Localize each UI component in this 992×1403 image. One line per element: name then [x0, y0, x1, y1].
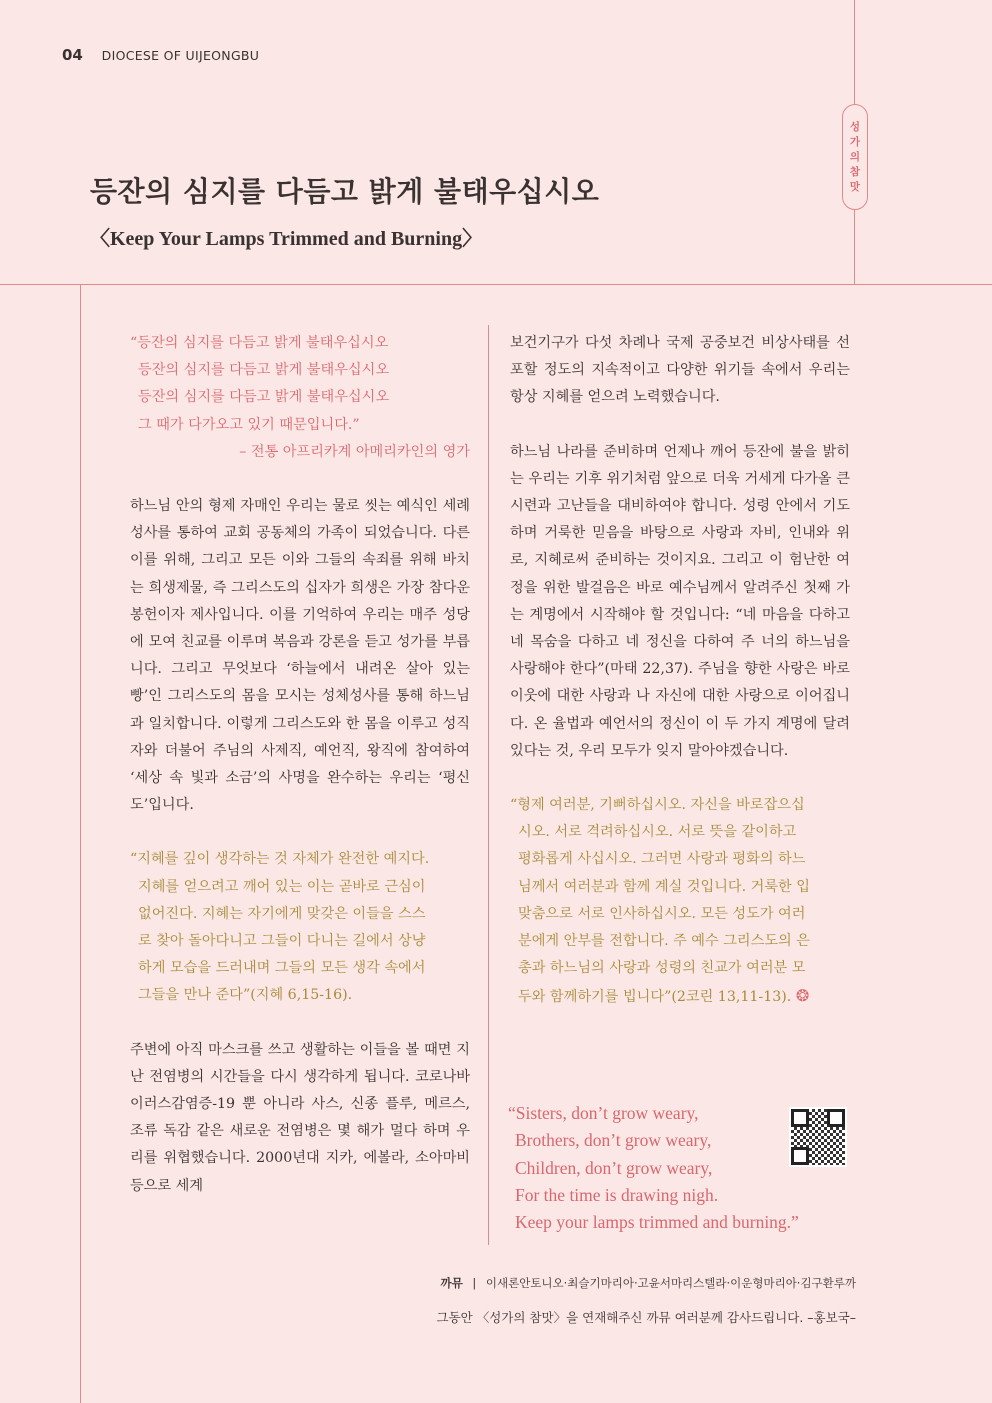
quote-line: 평화롭게 사십시오. 그러면 사랑과 평화의 하느	[518, 851, 806, 868]
quote-line: 맞춤으로 서로 인사하십시오. 모든 성도가 여러	[518, 905, 806, 922]
quote-line: 총과 하느님의 사랑과 성령의 친교가 여러분 모	[518, 960, 806, 977]
section-tag-char: 성	[849, 120, 861, 133]
article-subtitle: 〈Keep Your Lamps Trimmed and Burning〉	[90, 228, 483, 250]
page-number: 04	[62, 46, 83, 64]
quote-line: 하게 모습을 드러내며 그들의 모든 생각 속에서	[138, 960, 426, 977]
body-paragraph: 주변에 아직 마스크를 쓰고 생활하는 이들을 볼 때면 지난 전염병의 시간들을 다시 생각하게 됩니다. 코로나바이러스감염증-19 뿐 아니라 사스, 신종 플루, 메르스, 조류 독감 같은 새로운 전염병은 몇 해가 멀다 하며 우리를 위협했습니다. 2000년대 지카, 에볼라, 소아마비 등으로 세계	[130, 1041, 470, 1194]
quote-line: 그 때가 다가오고 있기 때문입니다.”	[138, 416, 360, 433]
credits-line	[440, 1275, 856, 1291]
section-tag-char: 참	[849, 165, 861, 178]
quote-line: 님께서 여러분과 함께 계실 것입니다. 거룩한 입	[518, 878, 810, 895]
quote-line: 그들을 만나 준다”(지혜 6,15-16).	[138, 987, 353, 1004]
lyric-line: Keep your lamps trimmed and burning.”	[515, 1212, 799, 1233]
quote-line: 로 찾아 돌아다니고 그들이 다니는 길에서 상냥	[138, 933, 426, 950]
song-lyrics	[508, 1100, 799, 1236]
quote-line: “지혜를 깊이 생각하는 것 자체가 완전한 예지다.	[130, 851, 430, 868]
right-column	[510, 330, 850, 1012]
quote-attribution: – 전통 아프리카계 아메리카인의 영가	[239, 443, 470, 460]
left-column	[130, 330, 470, 1200]
corinthians-quote	[510, 792, 850, 1012]
credit-label: 까뮤	[440, 1276, 463, 1290]
body-paragraph: 하느님 나라를 준비하며 언제나 깨어 등잔에 불을 밝히는 우리는 기후 위기처럼 앞으로 더욱 거세게 다가올 큰 시련과 고난들을 대비하여야 합니다. 성령 안에서 기도하며 거룩한 믿음을 바탕으로 사랑과 자비, 인내와 위로, 지혜로써 준비하는 것이지요. 그리고 이 험난한 여정을 위한 발걸음은 바로 예수님께서 알려주신 첫째 가는 계명에서 시작해야 할 것입니다: “네 마음을 다하고 네 목숨을 다하고 네 정신을 다하여 주 너의 하느님을 사랑해야 한다”(마태 22,37). 주님을 향한 사랑은 바로 이웃에 대한 사랑과 나 자신에 대한 사랑으로 이어집니다. 온 율법과 예언서의 정신이 이 두 가지 계명에 달려 있다는 것, 우리 모두가 잊지 말아야겠습니다.	[510, 443, 850, 759]
lyric-line: Children, don’t grow weary,	[515, 1157, 713, 1178]
quote-line	[510, 982, 850, 1011]
qr-finder-icon	[791, 1109, 809, 1127]
left-margin-rule	[80, 285, 81, 1403]
lyric-line: Brothers, don’t grow weary,	[515, 1130, 712, 1151]
wisdom-quote	[130, 846, 470, 1009]
qr-finder-icon	[791, 1147, 809, 1165]
credit-separator: |	[472, 1276, 477, 1290]
section-tag	[842, 104, 868, 210]
thanks-note: 그동안 〈성가의 참맛〉을 연재해주신 까뮤 여러분께 감사드립니다. –홍보국–	[436, 1310, 856, 1325]
column-divider	[488, 325, 489, 1245]
body-paragraph: 하느님 안의 형제 자매인 우리는 물로 씻는 예식인 세례성사를 통하여 교회 공동체의 가족이 되었습니다. 다른 이를 위해, 그리고 모든 이와 그들의 속죄를 위해 바치는 희생제물, 즉 그리스도의 십자가 희생은 가장 참다운 봉헌이자 제사입니다. 이를 기억하여 우리는 매주 성당에 모여 친교를 이루며 복음과 강론을 듣고 성가를 부릅니다. 그리고 무엇보다 ‘하늘에서 내려온 살아 있는 빵’인 그리스도의 몸을 모시는 성체성사를 통해 하느님과 일치합니다. 이렇게 그리스도와 한 몸을 이루고 성직자와 더불어 주님의 사제직, 예언직, 왕직에 참여하여 ‘세상 속 빛과 소금’의 사명을 완수하는 우리는 ‘평신도’입니다.	[130, 498, 470, 814]
quote-line: 분에게 안부를 전합니다. 주 예수 그리스도의 은	[518, 933, 810, 950]
section-tag-char: 맛	[849, 180, 861, 193]
quote-line: 시오. 서로 격려하십시오. 서로 뜻을 같이하고	[518, 824, 797, 841]
qr-finder-icon	[827, 1109, 845, 1127]
credit-names: 이새론안토니오·최슬기마리아·고윤서마리스텔라·이운형마리아·김구환루까	[485, 1276, 856, 1290]
end-mark-icon: ❂	[795, 986, 810, 1006]
quote-line: 등잔의 심지를 다듬고 밝게 불태우십시오	[138, 362, 390, 379]
section-tag-char: 가	[849, 135, 861, 148]
body-paragraph: 보건기구가 다섯 차례나 국제 공중보건 비상사태를 선포할 정도의 지속적이고 다양한 위기들 속에서 우리는 항상 지혜를 얻으려 노력했습니다.	[510, 335, 850, 406]
quote-line: 지혜를 얻으려고 깨어 있는 이는 곧바로 근심이	[138, 878, 426, 895]
header-divider	[0, 284, 992, 285]
opening-quote	[130, 330, 470, 466]
lyric-line: “Sisters, don’t grow weary,	[508, 1103, 699, 1123]
quote-line: “형제 여러분, 기뻐하십시오. 자신을 바로잡으십	[510, 797, 805, 814]
quote-line: 없어진다. 지혜는 자기에게 맞갖은 이들을 스스	[138, 905, 426, 922]
qr-code-icon[interactable]	[789, 1107, 847, 1167]
quote-line: 등잔의 심지를 다듬고 밝게 불태우십시오	[138, 389, 390, 406]
quote-line-text: 두와 함께하기를 빕니다”(2코린 13,11-13).	[518, 989, 792, 1006]
article-title: 등잔의 심지를 다듬고 밝게 불태우십시오	[90, 175, 600, 208]
quote-line: “등잔의 심지를 다듬고 밝게 불태우십시오	[130, 335, 389, 351]
publication-name: DIOCESE OF UIJEONGBU	[101, 48, 260, 63]
folio	[62, 46, 259, 64]
section-tag-char: 의	[849, 150, 861, 163]
lyric-line: For the time is drawing nigh.	[515, 1184, 719, 1205]
